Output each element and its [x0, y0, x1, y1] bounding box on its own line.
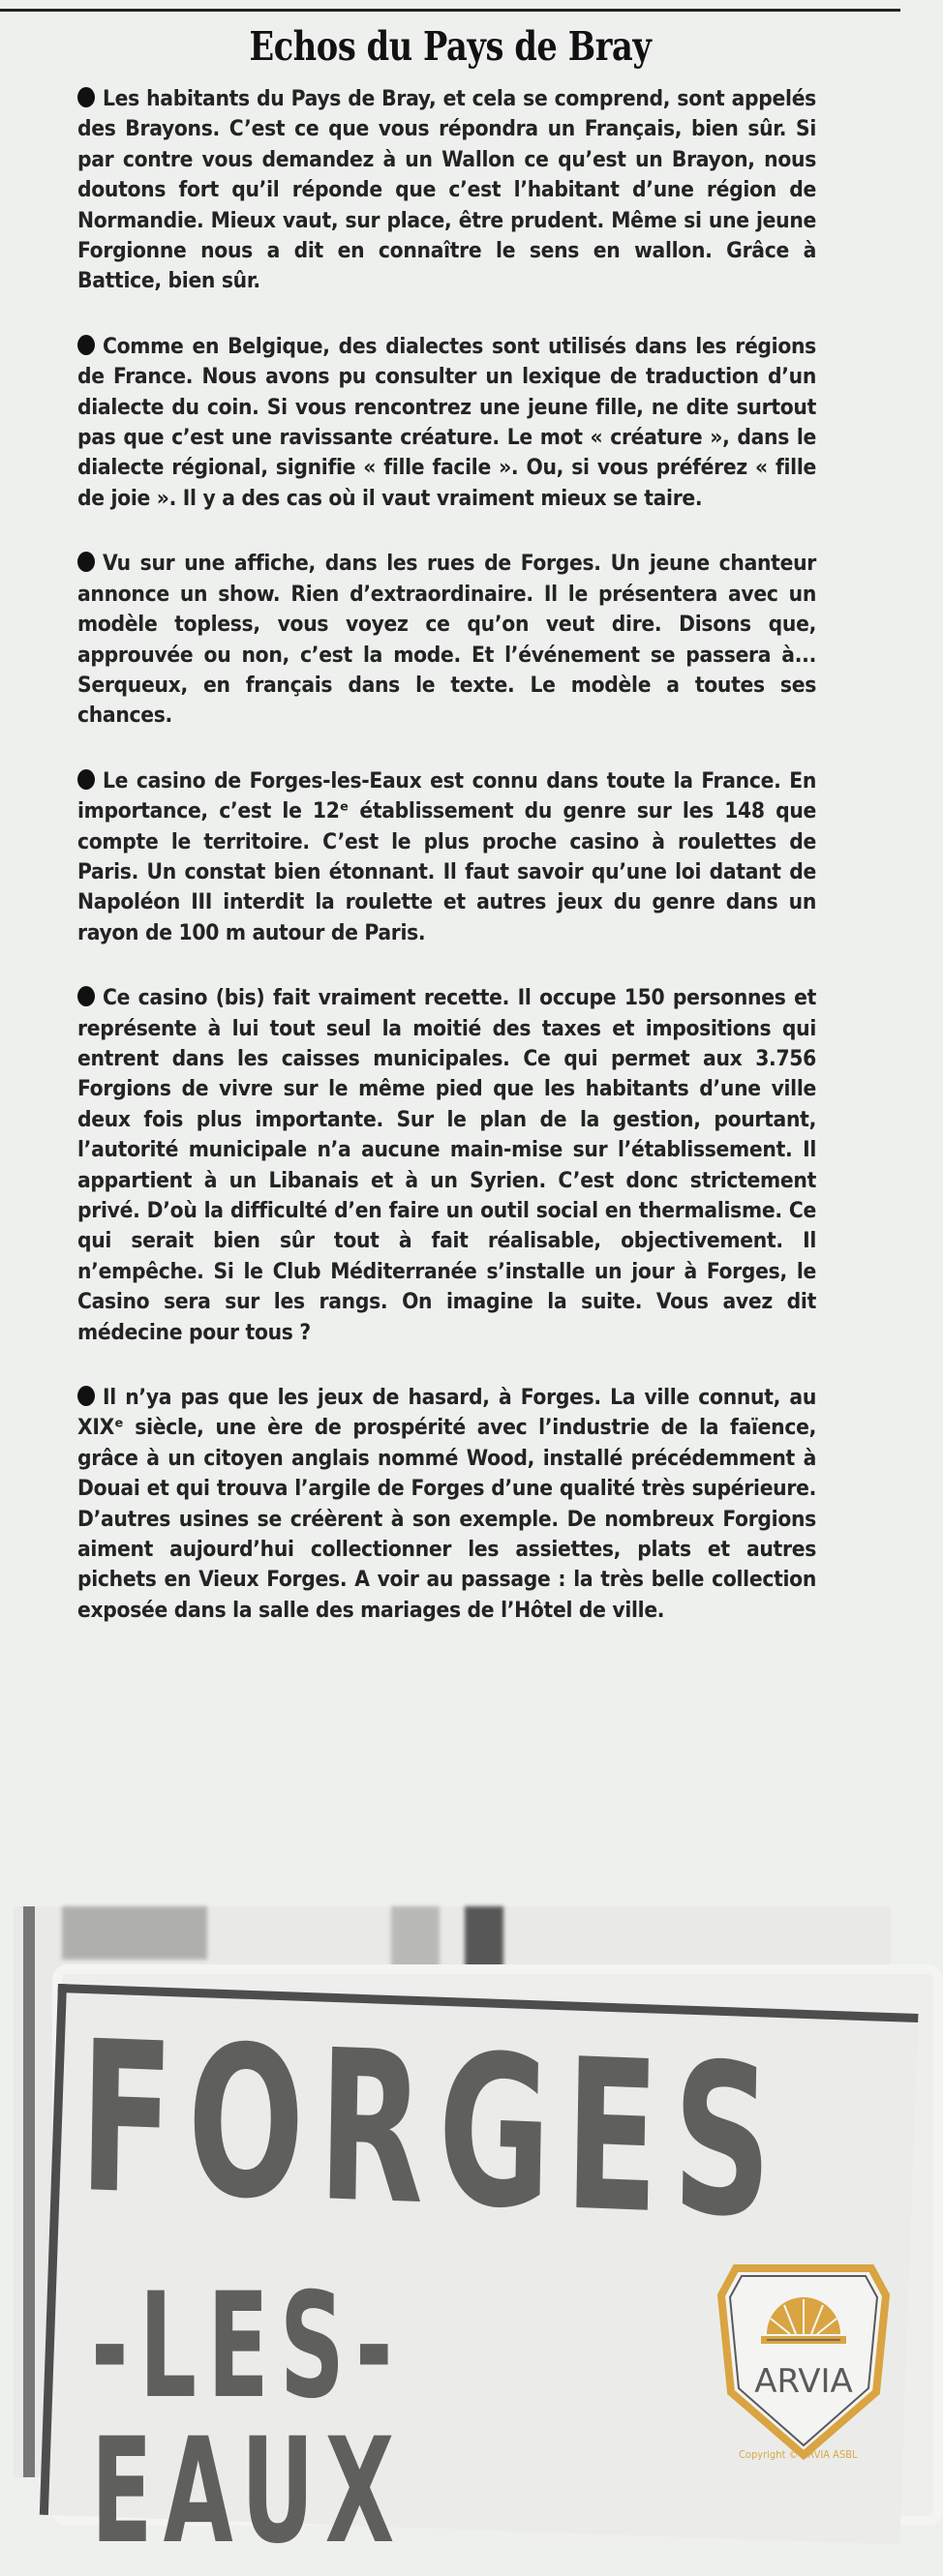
paragraph-dialectes [77, 332, 816, 514]
paragraph-text: Il n’ya pas que les jeux de hasard, à Forges. La ville connut, au XIXᵉ siècle, une ère de prospérité avec l’industrie de la faïence, grâce à un citoyen anglais nommé Wood, installé précédemment à Douai et qui trouva l’argile de Forges d’une qualité très supérieure. D’autres usines se créèrent à son exemple. De nombreux Forgions aiment aujourd’hui collectionner les assiettes, plats et autres pichets en Vieux Forges. A voir au passage : la très belle collection exposée dans la salle des mariages de l’Hôtel de ville. [77, 1385, 816, 1623]
bullet-icon [77, 1386, 95, 1406]
sign-text-forges: FORGES [77, 1995, 788, 2264]
paragraph-text: Vu sur une affiche, dans les rues de Forges. Un jeune chanteur annonce un show. Rien d’extraordinaire. Il le présentera avec un modèle topless, vous voyez ce qu’on veut dire. Disons que, approuvée ou non, c’est la mode. Et l’événement se passera à... Serqueux, en français dans le texte. Le modèle a toutes ses chances. [77, 551, 816, 729]
paragraph-affiche [77, 549, 816, 731]
paragraph-text: Le casino de Forges-les-Eaux est connu dans toute la France. En importance, c’est le 12ᵉ établissement du genre sur les 148 que compte le territoire. C’est le plus proche casino à roulettes de Paris. Un constat bien étonnant. Il faut savoir qu’une loi datant de Napoléon III interdit la roulette et autres jeux du genre dans un rayon de 100 m autour de Paris. [77, 767, 816, 945]
article-body [77, 84, 816, 1661]
sign-text-les-eaux: -LES-EAUX [91, 2262, 406, 2576]
bullet-icon [77, 335, 95, 355]
paragraph-text: Comme en Belgique, des dialectes sont utilisés dans les régions de France. Nous avons pu consulter un lexique de traduction d’un dialecte du coin. Si vous rencontrez une jeune fille, ne dite surtout pas que c’est une ravissante créature. Le mot « créature », dans le dialecte régional, signifie « fille facile ». Ou, si vous préférez « fille de joie ». Il y a des cas où il vaut vraiment mieux se taire. [77, 333, 816, 511]
paragraph-casino-bis [77, 983, 816, 1348]
top-rule [0, 9, 900, 12]
bullet-icon [77, 986, 95, 1006]
bullet-icon [77, 87, 95, 107]
logo-text: ARVIA [754, 2362, 853, 2401]
paragraph-brayons [77, 84, 816, 297]
paragraph-casino [77, 766, 816, 948]
paragraph-text: Les habitants du Pays de Bray, et cela se comprend, sont appelés des Brayons. C’est ce que vous répondra un Français, bien sûr. Si par contre vous demandez à un Wallon ce qu’est un Brayon, nous doutons fort qu’il réponde que c’est l’habitant d’une région de Normandie. Mieux vaut, sur place, être prudent. Même si une jeune Forgionne nous a dit en connaître le sens en wallon. Grâce à Battice, bien sûr. [77, 86, 816, 294]
bullet-icon [77, 769, 95, 790]
bullet-icon [77, 552, 95, 572]
paragraph-text: Ce casino (bis) fait vraiment recette. Il occupe 150 personnes et représente à lui tout seul la moitié des taxes et impositions qui entrent dans les caisses municipales. Ce qui permet aux 3.756 Forgions de vivre sur le même pied que les habitants d’une ville deux fois plus importante. Sur le plan de la gestion, pourtant, l’autorité municipale n’a aucune main-mise sur l’établissement. Il appartient à un Libanais et à un Syrien. C’est donc strictement privé. D’où la difficulté d’en faire un outil social en thermalisme. Ce qui serait bien sûr tout à fait réalisable, objectivement. Il n’empêche. Si le Club Méditerranée s’installe un jour à Forges, le Casino sera sur les rangs. On imagine la suite. Vous avez dit médecine pour tous ? [77, 985, 816, 1345]
arvia-shield-logo-icon [716, 2257, 891, 2460]
sign-pole [23, 1906, 35, 2477]
photo-background-texture [62, 1906, 207, 1960]
article-title: Echos du Pays de Bray [249, 23, 652, 70]
paragraph-faience [77, 1383, 816, 1626]
copyright-notice: Copyright © ARVIA ASBL [739, 2448, 858, 2461]
